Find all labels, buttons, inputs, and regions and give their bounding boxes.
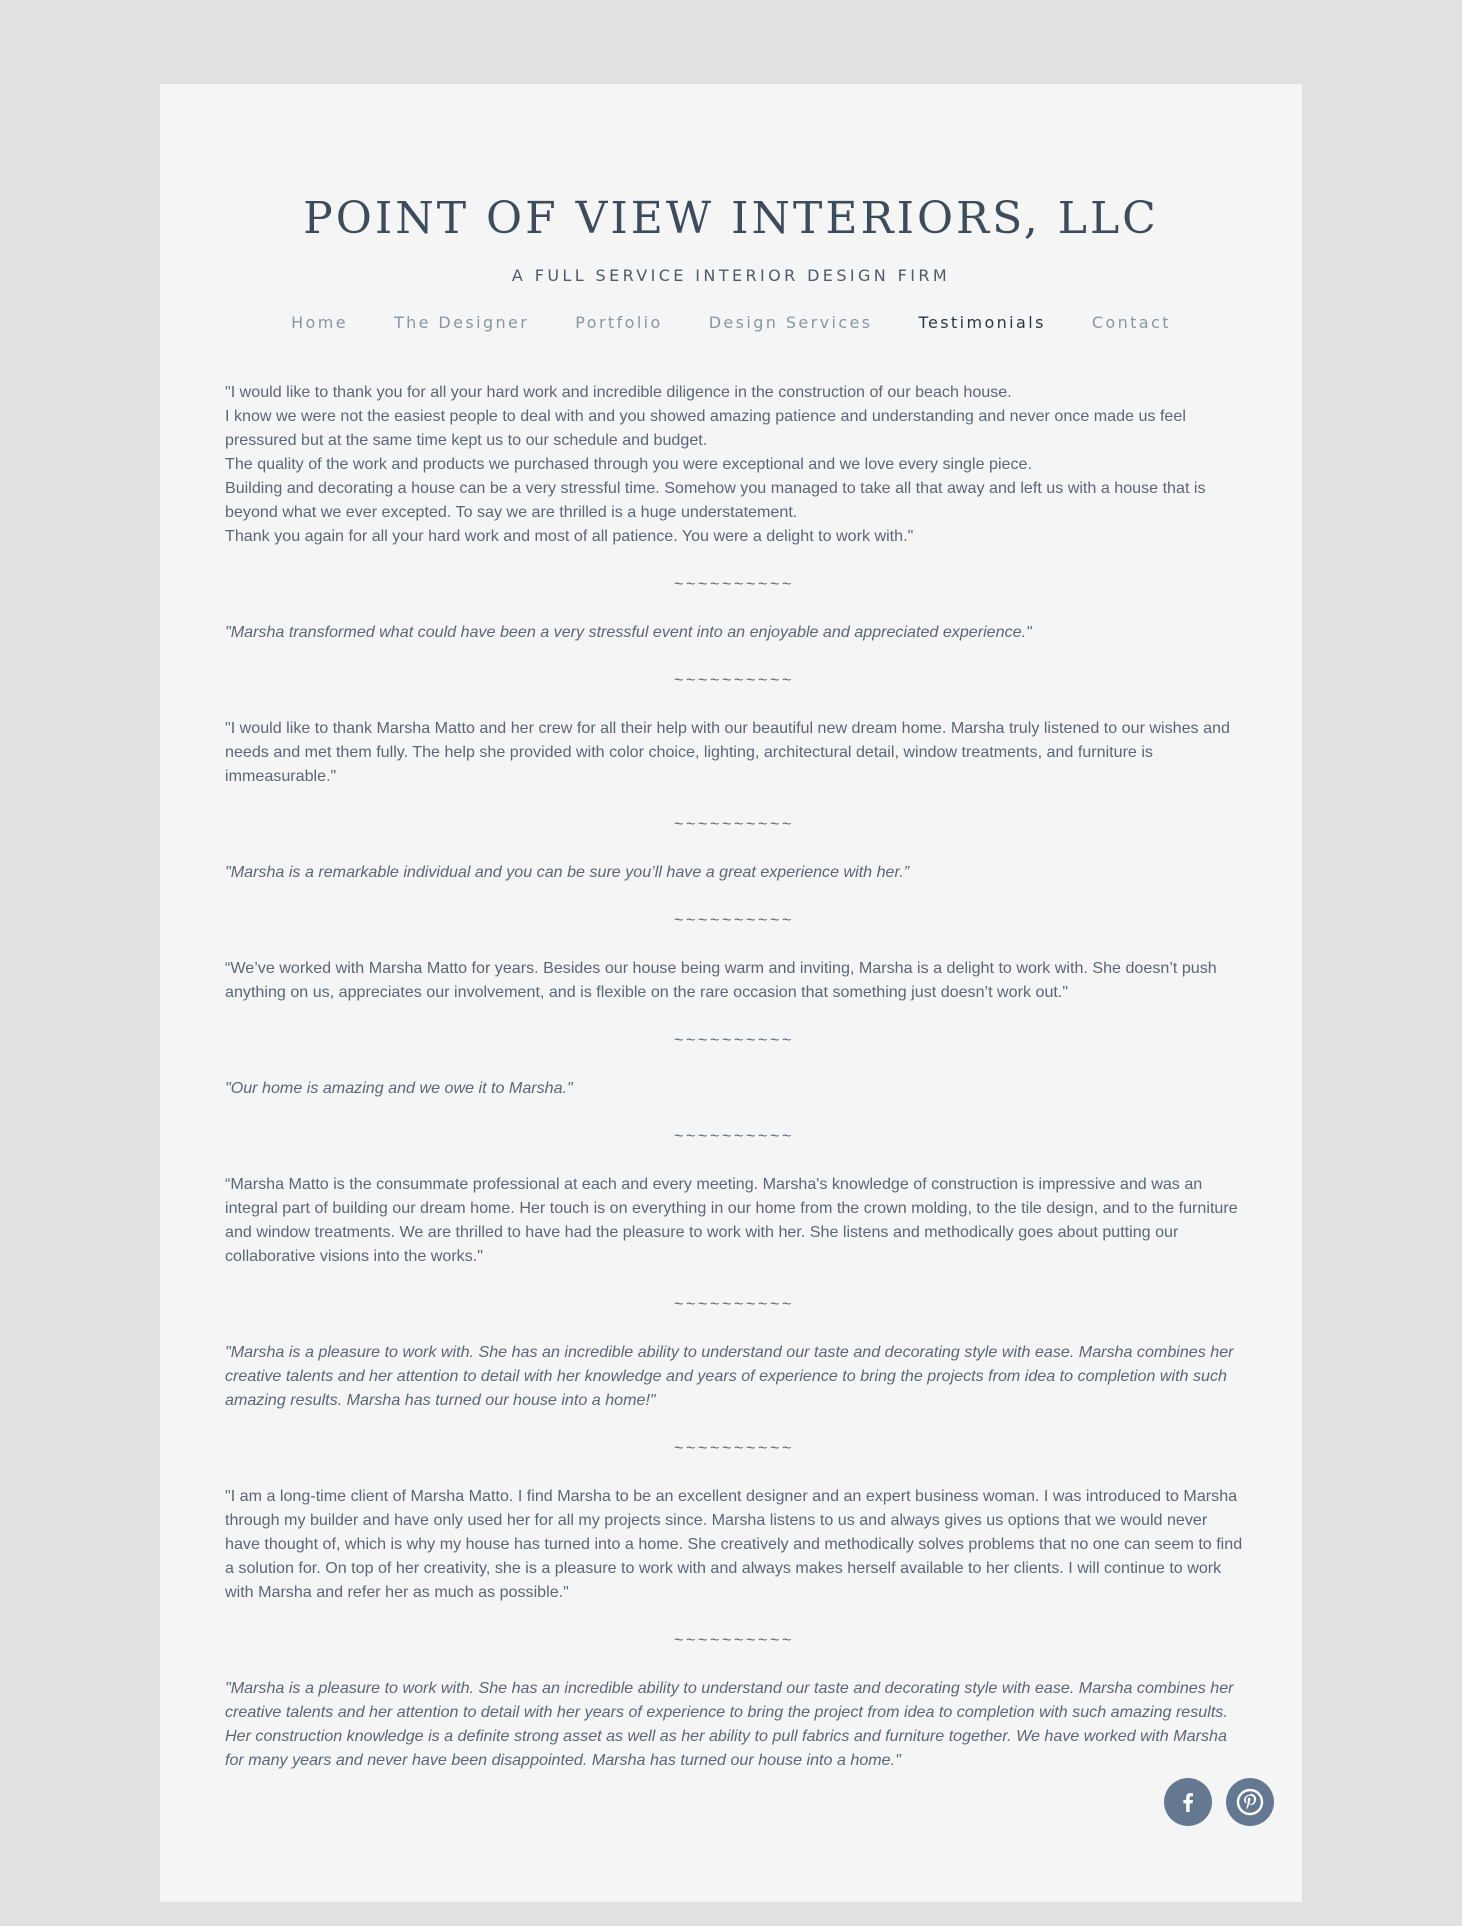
- testimonial-line: “We’ve worked with Marsha Matto for years. Besides our house being warm and inviting, Marsha is a delight to work with. She doesn’t push anything on us, appreciates our involvement, and is flexible on the rare occasion that something just doesn’t work out.": [225, 959, 1217, 1001]
- site-title[interactable]: POINT OF VIEW INTERIORS, LLC: [303, 193, 1159, 244]
- testimonial-7: [225, 1172, 1243, 1268]
- separator: ~~~~~~~~~~: [674, 1031, 794, 1049]
- testimonial-line: “Marsha Matto is the consummate professional at each and every meeting. Marsha's knowledge of construction is impressive and was an integral part of building our dream home. Her touch is on everything in our home from the crown molding, to the tile design, and to the furniture and window treatments. We are thrilled to have had the pleasure to work with her. She listens and methodically goes about putting our collaborative visions into the works.": [225, 1175, 1238, 1265]
- testimonial-2: [225, 620, 1243, 644]
- separator: ~~~~~~~~~~: [674, 911, 794, 929]
- testimonial-10: [225, 1676, 1243, 1772]
- separator: ~~~~~~~~~~: [674, 1631, 794, 1649]
- separator: ~~~~~~~~~~: [674, 1439, 794, 1457]
- separator: ~~~~~~~~~~: [674, 671, 794, 689]
- main-nav: [160, 311, 1302, 335]
- testimonial-6: [225, 1076, 1243, 1100]
- nav-item-portfolio[interactable]: Portfolio: [575, 313, 663, 332]
- separator: ~~~~~~~~~~: [674, 575, 794, 593]
- testimonial-5: [225, 956, 1243, 1004]
- nav-item-the-designer[interactable]: The Designer: [393, 313, 530, 332]
- testimonial-line: Building and decorating a house can be a very stressful time. Somehow you managed to take all that away and left us with a house that is beyond what we ever excepted. To say we are thrilled is a huge understatement.: [225, 479, 1206, 521]
- testimonial-3: [225, 716, 1243, 788]
- testimonial-8: [225, 1340, 1243, 1412]
- testimonial-line: "Marsha is a pleasure to work with. She has an incredible ability to understand our taste and decorating style with ease. Marsha combines her creative talents and her attention to detail with her years of experience to bring the project from idea to completion with such amazing results. Her construction knowledge is a definite strong asset as well as her ability to pull fabrics and furniture together. We have worked with Marsha for many years and never have been disappointed. Marsha has turned our house into a home.": [225, 1679, 1234, 1769]
- social-links: [1164, 1778, 1274, 1826]
- pinterest-icon: [1235, 1787, 1265, 1817]
- facebook-icon: [1176, 1790, 1200, 1814]
- testimonial-1: [225, 380, 1243, 548]
- testimonial-line: "Our home is amazing and we owe it to Marsha.": [225, 1079, 573, 1097]
- testimonial-line: Thank you again for all your hard work and most of all patience. You were a delight to work with.": [225, 527, 914, 545]
- testimonial-line: "Marsha is a remarkable individual and you can be sure you’ll have a great experience with her.”: [225, 863, 910, 881]
- nav-item-contact[interactable]: Contact: [1091, 313, 1171, 332]
- separator: ~~~~~~~~~~: [674, 1127, 794, 1145]
- testimonial-line: "Marsha transformed what could have been a very stressful event into an enjoyable and appreciated experience.": [225, 623, 1032, 641]
- page-card: [160, 84, 1302, 1902]
- testimonial-line: "I am a long-time client of Marsha Matto. I find Marsha to be an excellent designer and an expert business woman. I was introduced to Marsha through my builder and have only used her for all my projects since. Marsha listens to us and always gives us options that we would never have thought of, which is why my house has turned into a home. She creatively and methodically solves problems that no one can seem to find a solution for. On top of her creativity, she is a pleasure to work with and always makes herself available to her clients. I will continue to work with Marsha and refer her as much as possible.": [225, 1487, 1243, 1601]
- testimonial-line: "I would like to thank you for all your hard work and incredible diligence in the construction of our beach house.: [225, 383, 1012, 401]
- separator: ~~~~~~~~~~: [674, 815, 794, 833]
- testimonial-9: [225, 1484, 1243, 1604]
- testimonials-content: [225, 380, 1243, 1772]
- separator: ~~~~~~~~~~: [674, 1295, 794, 1313]
- facebook-button[interactable]: [1164, 1778, 1212, 1826]
- pinterest-button[interactable]: [1226, 1778, 1274, 1826]
- site-tagline: A FULL SERVICE INTERIOR DESIGN FIRM: [511, 266, 951, 285]
- testimonial-line: I know we were not the easiest people to deal with and you showed amazing patience and understanding and never once made us feel pressured but at the same time kept us to our schedule and budget.: [225, 407, 1186, 449]
- testimonial-4: [225, 860, 1243, 884]
- testimonial-line: The quality of the work and products we purchased through you were exceptional and we love every single piece.: [225, 455, 1032, 473]
- nav-item-home[interactable]: Home: [291, 313, 348, 332]
- testimonial-line: "I would like to thank Marsha Matto and her crew for all their help with our beautiful new dream home. Marsha truly listened to our wishes and needs and met them fully. The help she provided with color choice, lighting, architectural detail, window treatments, and furniture is immeasurable.": [225, 719, 1230, 785]
- testimonial-line: "Marsha is a pleasure to work with. She has an incredible ability to understand our taste and decorating style with ease. Marsha combines her creative talents and her attention to detail with her knowledge and years of experience to bring the projects from idea to completion with such amazing results. Marsha has turned our house into a home!": [225, 1343, 1234, 1409]
- nav-item-design-services[interactable]: Design Services: [708, 313, 873, 332]
- nav-item-testimonials[interactable]: Testimonials: [918, 313, 1046, 332]
